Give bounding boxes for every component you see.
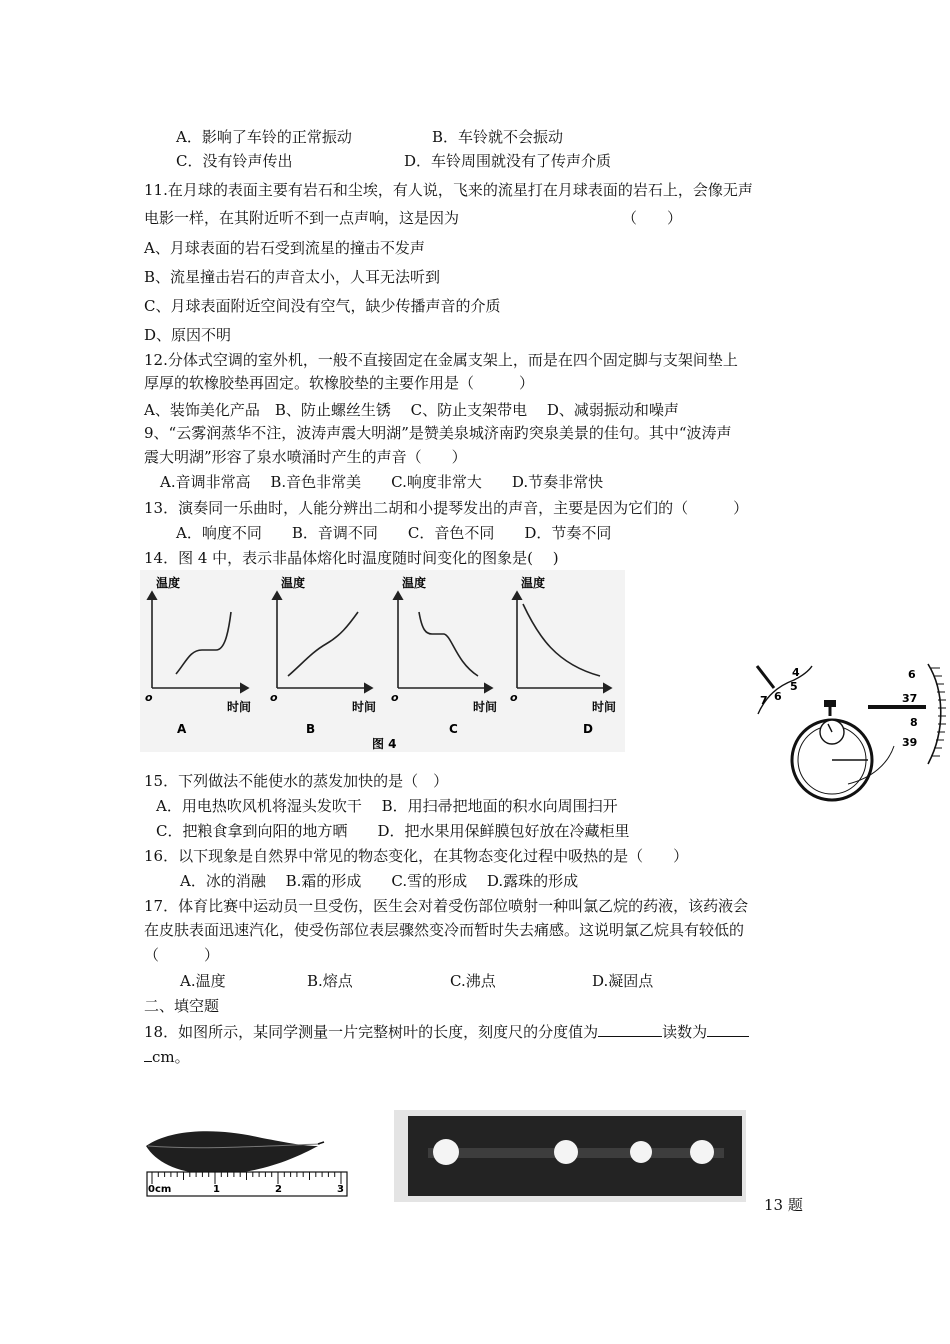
- q14-stem: 14．图 4 中，表示非晶体熔化时温度随时间变化的图象是( ): [144, 549, 559, 567]
- ruler-label: 3: [337, 1184, 344, 1195]
- q18-stem-line2: [144, 1047, 190, 1067]
- q13-figure-tag: 13 题: [764, 1196, 803, 1214]
- q17-option-c: C.沸点: [450, 972, 496, 990]
- x-axis-label: 时间: [592, 700, 617, 714]
- q10-option-c: C．没有铃声传出: [176, 152, 293, 170]
- panel-label-a: A: [177, 722, 187, 736]
- q10-option-b: B．车铃就不会振动: [432, 128, 564, 146]
- q18-unit: cm。: [152, 1048, 190, 1066]
- panel-label-c: C: [449, 722, 458, 736]
- bright-spot: [554, 1140, 578, 1164]
- q16-options: A．冰的消融 B.霜的形成 C.雪的形成 D.露珠的形成: [180, 872, 579, 890]
- q11-option-a: A、月球表面的岩石受到流星的撞击不发声: [144, 239, 425, 257]
- q12-stem-line1: 12.分体式空调的室外机，一般不直接固定在金属支架上，而是在四个固定脚与支架间垫上: [144, 351, 738, 369]
- q13-stem: 13．演奏同一乐曲时，人能分辨出二胡和小提琴发出的声音，主要是因为它们的（ ）: [144, 499, 749, 517]
- q11-answer-paren: （ ）: [622, 209, 683, 227]
- q11-option-d: D、原因不明: [144, 326, 232, 344]
- bright-spot: [630, 1141, 652, 1163]
- q17-stem-line3: （ ）: [144, 946, 220, 964]
- stopwatch-crown: [824, 700, 836, 707]
- q18-stem: [144, 1022, 749, 1042]
- x-axis-label: 时间: [473, 700, 498, 714]
- y-axis-label: 温度: [521, 576, 546, 590]
- stopwatch-figure: [752, 660, 948, 802]
- panel-label-d: D: [583, 722, 593, 736]
- origin-label: o: [145, 691, 153, 704]
- q10-option-d: D．车铃周围就没有了传声介质: [404, 152, 612, 170]
- q17-stem-line2: 在皮肤表面迅速汽化，使受伤部位表层骤然变冷而暂时失去痛感。这说明氯乙烷具有较低的: [144, 921, 745, 939]
- leaf: [146, 1131, 318, 1174]
- figure-background: [140, 570, 625, 752]
- scale-label: 6: [908, 668, 916, 681]
- dial-label: 5: [790, 680, 798, 693]
- q15-stem: 15．下列做法不能使水的蒸发加快的是（ ）: [144, 772, 449, 790]
- origin-label: o: [391, 691, 399, 704]
- y-axis-label: 温度: [402, 576, 427, 590]
- q18-stem-part2: 读数为: [662, 1023, 708, 1041]
- q17-option-b: B.熔点: [307, 972, 353, 990]
- answer-blank-2-cont[interactable]: [144, 1047, 152, 1062]
- q10-option-a: A．影响了车铃的正常振动: [176, 128, 352, 146]
- ruler-label: 1: [213, 1184, 220, 1195]
- panel-label-b: B: [306, 722, 316, 736]
- scale-arc: [928, 664, 941, 764]
- bright-spot: [690, 1140, 714, 1164]
- q16-stem: 16．以下现象是自然界中常见的物态变化，在其物态变化过程中吸热的是（ ）: [144, 847, 689, 865]
- q13-photo: [394, 1110, 746, 1202]
- dial-label: 6: [774, 690, 782, 703]
- q11-stem-line1: 11.在月球的表面主要有岩石和尘埃，有人说，飞来的流星打在月球表面的岩石上，会像无声: [144, 181, 753, 199]
- figure-4-graphs: [140, 570, 625, 752]
- x-axis-label: 时间: [352, 700, 377, 714]
- q17-stem-line1: 17．体育比赛中运动员一旦受伤，医生会对着受伤部位喷射一种叫氯乙烷的药液，该药液会: [144, 897, 749, 915]
- ruler-label: 0cm: [148, 1184, 172, 1195]
- origin-label: o: [270, 691, 278, 704]
- leaf-stem: [318, 1142, 324, 1144]
- q9-stem-line1: 9、“云雾润蒸华不注，波涛声震大明湖”是赞美泉城济南趵突泉美景的佳句。其中“波涛声: [144, 424, 732, 442]
- answer-blank-2[interactable]: [707, 1022, 749, 1037]
- q11-option-c: C、月球表面附近空间没有空气，缺少传播声音的介质: [144, 297, 501, 315]
- q17-option-a: A.温度: [180, 972, 226, 990]
- figure-caption: 图 4: [372, 737, 397, 751]
- ruler-label: 2: [275, 1184, 282, 1195]
- scale-label: 37: [902, 692, 918, 705]
- origin-label: o: [510, 691, 518, 704]
- q9-options: A.音调非常高 B.音色非常美 C.响度非常大 D.节奏非常快: [160, 473, 604, 491]
- leaf-ruler-figure: [142, 1124, 354, 1200]
- scale-ticks: [930, 668, 946, 756]
- q11-option-b: B、流星撞击岩石的声音太小，人耳无法听到: [144, 268, 441, 286]
- x-axis-label: 时间: [227, 700, 252, 714]
- scale-label: 39: [902, 736, 918, 749]
- answer-blank-1[interactable]: [598, 1022, 662, 1037]
- q15-options-cd: C．把粮食拿到向阳的地方晒 D．把水果用保鲜膜包好放在冷藏柜里: [156, 822, 630, 840]
- dial-label: 4: [792, 666, 800, 679]
- scale-label: 8: [910, 716, 918, 729]
- y-axis-label: 温度: [156, 576, 181, 590]
- q13-options: A．响度不同 B．音调不同 C．音色不同 D．节奏不同: [176, 524, 612, 542]
- dial-label: 7: [760, 694, 768, 707]
- q11-stem-line2: 电影一样，在其附近听不到一点声响，这是因为: [144, 209, 460, 227]
- q15-options-ab: A．用电热吹风机将湿头发吹干 B．用扫帚把地面的积水向周围扫开: [156, 797, 618, 815]
- bright-spot: [433, 1139, 459, 1165]
- q17-option-d: D.凝固点: [592, 972, 654, 990]
- section-heading: 二、填空题: [144, 997, 220, 1015]
- q12-stem-line2: 厚厚的软橡胶垫再固定。软橡胶垫的主要作用是（ ）: [144, 374, 535, 392]
- y-axis-label: 温度: [281, 576, 306, 590]
- stopwatch-lever: [757, 666, 774, 688]
- q9-stem-line2: 震大明湖”形容了泉水喷涌时产生的声音（ ）: [144, 448, 467, 466]
- q12-options: A、装饰美化产品 B、防止螺丝生锈 C、防止支架带电 D、减弱振动和噪声: [144, 401, 679, 419]
- q18-stem-part1: 18．如图所示，某同学测量一片完整树叶的长度，刻度尺的分度值为: [144, 1023, 599, 1041]
